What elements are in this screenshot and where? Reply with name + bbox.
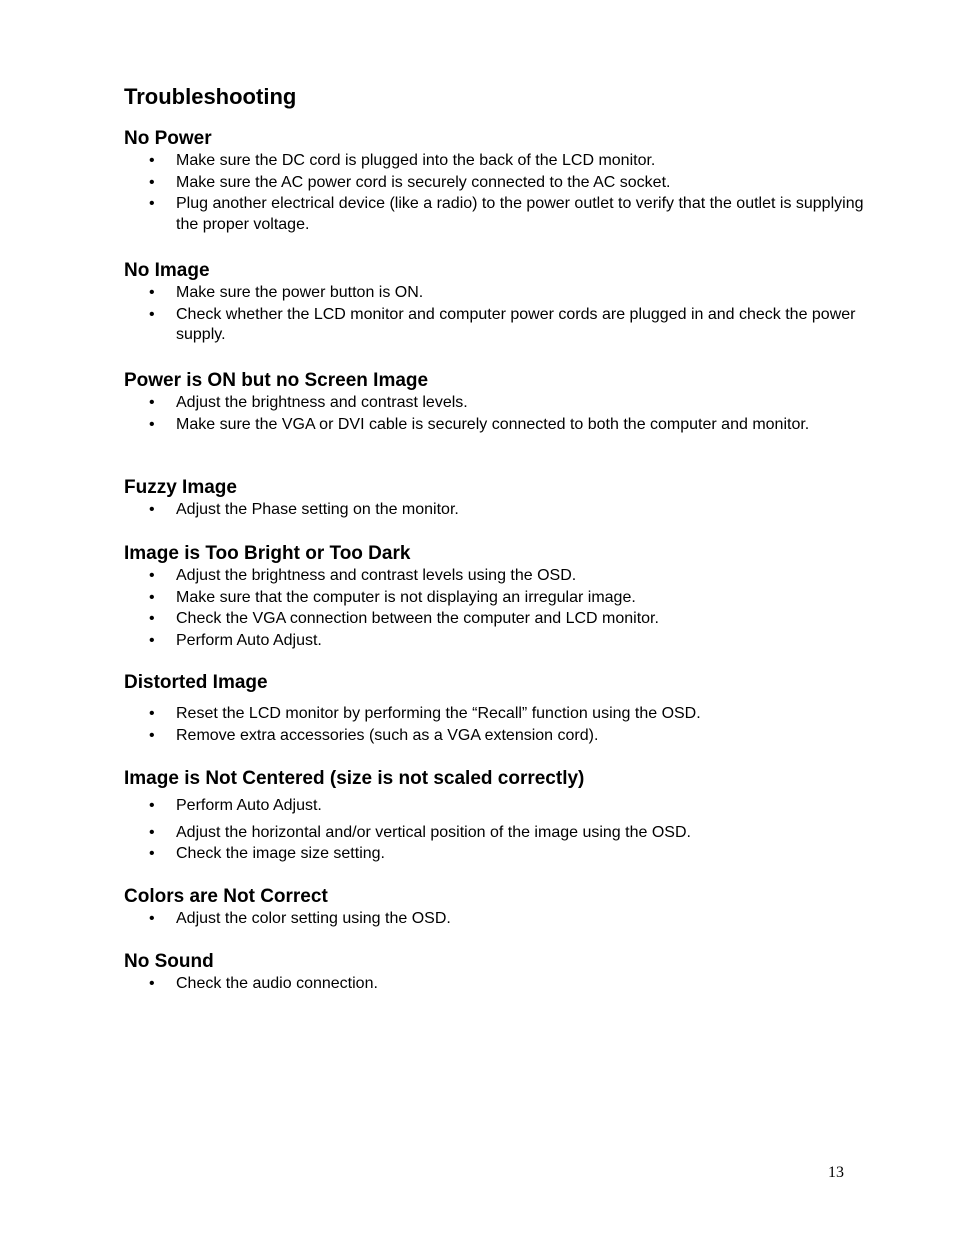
bullet-list [124,909,864,930]
bullet-list [124,500,864,521]
bullet-list [124,704,864,746]
list-item: • Adjust the brightness and contrast levels. [124,393,864,414]
section-too-bright-or-dark [124,542,864,652]
section-no-image [124,259,864,347]
bullet-list [124,796,864,865]
page-number: 13 [828,1164,844,1181]
list-item: • Perform Auto Adjust. [124,631,864,652]
section-power-on-no-screen-image [124,369,864,436]
section-image-not-centered [124,767,864,866]
list-item: • Check the image size setting. [124,844,864,865]
section-no-sound [124,950,864,996]
section-heading: No Sound [124,951,214,972]
section-heading: Image is Not Centered (size is not scaled correctly) [124,768,585,789]
page-title: Troubleshooting [124,84,297,109]
list-item: • Adjust the brightness and contrast levels using the OSD. [124,566,864,587]
section-distorted-image [124,671,864,747]
section-heading: Image is Too Bright or Too Dark [124,543,411,564]
bullet-list [124,974,864,995]
list-item: • Plug another electrical device (like a radio) to the power outlet to verify that the outlet is supplying the proper voltage. [124,194,864,235]
section-colors-not-correct [124,885,864,931]
section-fuzzy-image [124,476,864,522]
list-item: • Make sure the power button is ON. [124,283,864,304]
list-item: • Make sure that the computer is not displaying an irregular image. [124,588,864,609]
list-item: • Remove extra accessories (such as a VGA extension cord). [124,726,864,747]
section-heading: No Image [124,260,210,281]
bullet-list [124,393,864,435]
list-item: • Check whether the LCD monitor and computer power cords are plugged in and check the power supply. [124,305,864,346]
section-no-power [124,127,864,236]
bullet-list [124,283,864,346]
list-item: • Make sure the AC power cord is securely connected to the AC socket. [124,173,864,194]
list-item: • Perform Auto Adjust. [124,796,864,817]
bullet-list [124,151,864,235]
section-heading: Distorted Image [124,672,268,693]
list-item: • Reset the LCD monitor by performing the “Recall” function using the OSD. [124,704,864,725]
list-item: • Adjust the horizontal and/or vertical position of the image using the OSD. [124,823,864,844]
list-item: • Adjust the Phase setting on the monitor. [124,500,864,521]
section-heading: No Power [124,128,212,149]
list-item: • Make sure the VGA or DVI cable is securely connected to both the computer and monitor. [124,415,864,436]
list-item: • Make sure the DC cord is plugged into the back of the LCD monitor. [124,151,864,172]
list-item: • Check the VGA connection between the computer and LCD monitor. [124,609,864,630]
section-heading: Power is ON but no Screen Image [124,370,429,391]
list-item: • Check the audio connection. [124,974,864,995]
bullet-list [124,566,864,651]
section-heading: Fuzzy Image [124,477,237,498]
list-item: • Adjust the color setting using the OSD. [124,909,864,930]
section-heading: Colors are Not Correct [124,886,328,907]
